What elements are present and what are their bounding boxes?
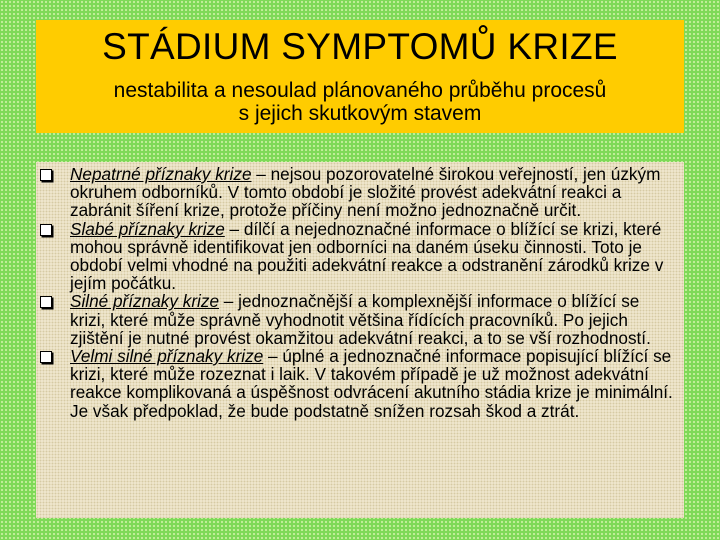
symptom-list [36,165,678,420]
list-item [36,292,678,347]
list-item [36,347,678,420]
item-text: – dílčí a nejednoznačné informace o blížící se krizi, které mohou správně identifikovat jen odborníci na daném úseku činnosti. Toto je období velmi vhodné na použiti adekvátní reakce a odstranění zárodků krize v jejím počátku. [70,218,664,294]
item-term: Nepatrné příznaky krize [70,164,252,184]
checkbox-square-icon [40,224,52,236]
checkbox-square-icon [40,296,52,308]
checkbox-square-icon [40,169,52,181]
subtitle-line-1: nestabilita a nesoulad plánovaného průběhu procesů [113,79,607,102]
item-term: Slabé příznaky krize [70,218,225,239]
slide-title: STÁDIUM SYMPTOMŮ KRIZE [102,26,618,67]
content-box [36,162,684,518]
item-text: – nejsou pozorovatelné širokou veřejností, jen úzkým okruhem odborníků. V tomto období je složité provést adekvátní reakci a zabránit šíření krize, protože příčiny není možno jednoznačně určit. [70,164,661,221]
list-item [36,220,678,293]
item-term: Velmi silné příznaky krize [70,346,264,367]
item-term: Silné příznaky krize [70,291,220,312]
item-text: – úplné a jednoznačné informace popisující blížící se krizi, které může rozeznat i laik. V takovém případě je už možnost adekvátní reakce komplikovaná a úspěšnost odvrácení akutního stádia krize je minimální. Je však předpoklad, že bude podstatně snížen rozsah škod a ztrát. [70,346,673,421]
checkbox-square-icon [40,351,52,363]
list-item [36,165,678,220]
subtitle-line-2: s jejich skutkovým stavem [238,102,482,125]
title-box [36,20,684,133]
slide-subtitle [36,79,684,125]
item-text: – jednoznačnější a komplexnější informace o blížící se krizi, které může správně vyhodnotit většina řídících pracovníků. Po jejich zjištění je nutné provést okamžitou adekvátní reakci, a to se vší rozhodností. [70,291,651,348]
